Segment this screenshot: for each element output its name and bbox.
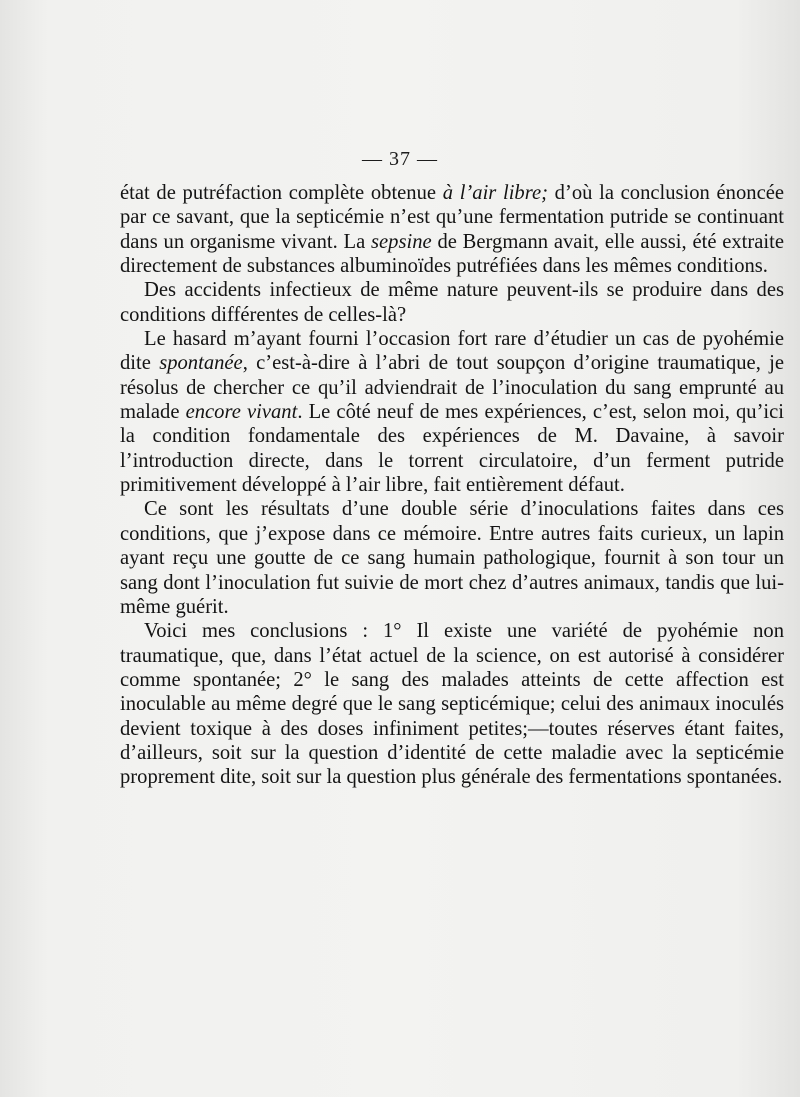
text-run: . Le côté neuf de mes expériences, c’est, selon moi, qu’ici la condition fondamentale des expériences de M. Davaine, à savoir l’introduction directe, dans le torrent circulatoire, d’un ferment putride primitivement développé à l’air libre, fait entièrement défaut. (120, 401, 785, 497)
text-run: Voici mes conclusions : 1° Il existe une variété de pyohémie non traumatique, que, dans l’état actuel de la science, on est autorisé à considérer comme spontanée; 2° le sang des malades atteints de cette affection est inoculable au même degré que le sang septicémique; celui des animaux inoculés devient toxique à des doses infiniment petites;—toutes réserves étant faites, d’ailleurs, soit sur la question d’identité de cette maladie avec la septicémie proprement dite, soit sur la question plus générale des fermentations spontanées. (120, 620, 784, 789)
italic-text: encore vivant (185, 401, 298, 424)
italic-text: spontanée (159, 352, 243, 375)
paragraph (120, 619, 784, 789)
text-run: de Bergmann avait, elle aussi, été extraite directement de substances albuminoïdes putréfiées dans les mêmes conditions. (120, 230, 784, 278)
paragraph (120, 181, 784, 278)
paragraph (120, 278, 784, 327)
page-number: — 37 — (362, 148, 438, 170)
paragraph (120, 327, 784, 497)
paragraph (120, 497, 784, 619)
text-run: Ce sont les résultats d’une double série d’inoculations faites dans ces conditions, que j’expose dans ce mémoire. Entre autres faits curieux, un lapin ayant reçu une goutte de ce sang humain pathologique, fournit à son tour un sang dont l’inoculation fut suivie de mort chez d’autres animaux, tandis que lui-même guérit. (120, 498, 784, 618)
italic-text: sepsine (371, 230, 432, 253)
text-run: , c’est-à-dire à l’abri de tout soupçon d’origine traumatique, je résolus de chercher ce qu’il adviendrait de l’inoculation du sang emprunté au malade (120, 352, 785, 424)
italic-text: à l’air libre; (442, 182, 548, 204)
text-run: Des accidents infectieux de même nature peuvent-ils se produire dans des conditions différentes de celles-là? (120, 279, 784, 326)
body-text (120, 181, 784, 790)
text-run: Le hasard m’ayant fourni l’occasion fort rare d’étudier un cas de pyohémie dite (120, 328, 784, 375)
text-run: état de putréfaction complète obtenue (120, 182, 443, 204)
text-run: d’où la conclusion énoncée par ce savant, que la septicémie n’est qu’une fermentation putride se continuant dans un organisme vivant. La (120, 182, 784, 253)
